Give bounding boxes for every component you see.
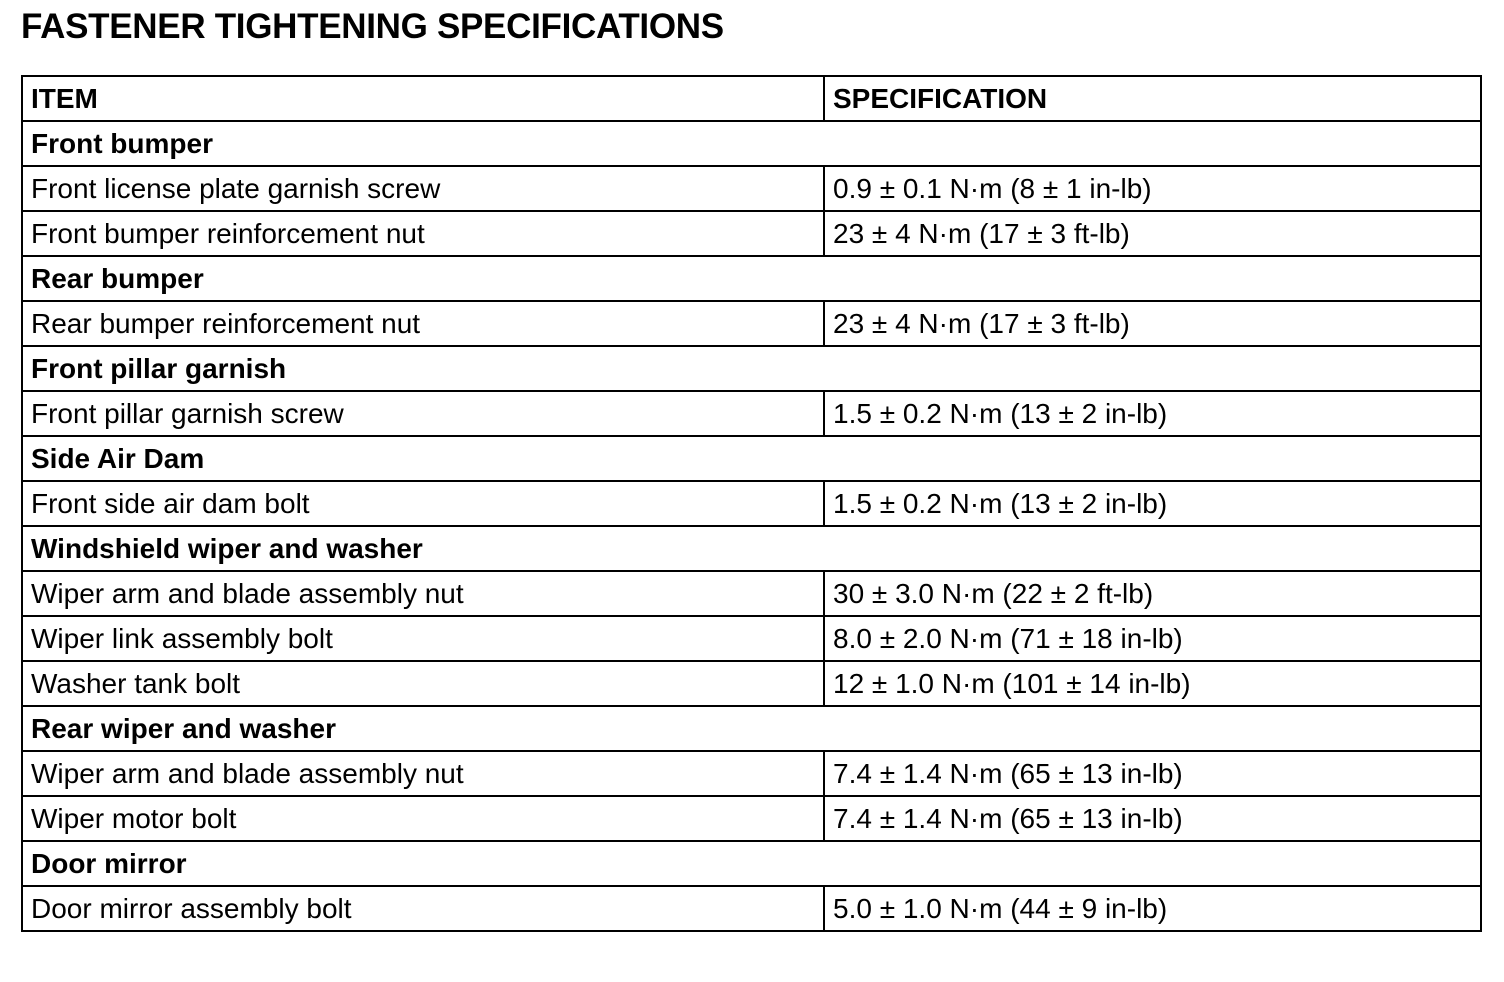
- table-row: [22, 166, 1481, 211]
- section-row: [22, 346, 1481, 391]
- section-row: [22, 256, 1481, 301]
- specification-cell: 12 ± 1.0 N·m (101 ± 14 in-lb): [824, 661, 1481, 706]
- section-heading: Rear wiper and washer: [22, 706, 1481, 751]
- item-cell: Wiper link assembly bolt: [22, 616, 824, 661]
- specification-cell: 8.0 ± 2.0 N·m (71 ± 18 in-lb): [824, 616, 1481, 661]
- table-row: [22, 886, 1481, 931]
- header-row: [22, 76, 1481, 121]
- specification-cell: 30 ± 3.0 N·m (22 ± 2 ft-lb): [824, 571, 1481, 616]
- table-header: [22, 76, 1481, 121]
- page-title: FASTENER TIGHTENING SPECIFICATIONS: [21, 7, 724, 46]
- table-row: [22, 751, 1481, 796]
- specification-cell: 23 ± 4 N·m (17 ± 3 ft-lb): [824, 301, 1481, 346]
- section-row: [22, 526, 1481, 571]
- table-row: [22, 661, 1481, 706]
- section-heading: Windshield wiper and washer: [22, 526, 1481, 571]
- specification-table: [21, 75, 1482, 932]
- table-row: [22, 211, 1481, 256]
- specification-cell: 23 ± 4 N·m (17 ± 3 ft-lb): [824, 211, 1481, 256]
- specification-cell: 0.9 ± 0.1 N·m (8 ± 1 in-lb): [824, 166, 1481, 211]
- item-cell: Washer tank bolt: [22, 661, 824, 706]
- specification-cell: 1.5 ± 0.2 N·m (13 ± 2 in-lb): [824, 391, 1481, 436]
- item-cell: Wiper arm and blade assembly nut: [22, 751, 824, 796]
- item-cell: Wiper arm and blade assembly nut: [22, 571, 824, 616]
- item-cell: Wiper motor bolt: [22, 796, 824, 841]
- specification-cell: 1.5 ± 0.2 N·m (13 ± 2 in-lb): [824, 481, 1481, 526]
- section-heading: Side Air Dam: [22, 436, 1481, 481]
- table-row: [22, 616, 1481, 661]
- table-row: [22, 796, 1481, 841]
- table-row: [22, 301, 1481, 346]
- section-heading: Front pillar garnish: [22, 346, 1481, 391]
- table-row: [22, 391, 1481, 436]
- section-heading: Rear bumper: [22, 256, 1481, 301]
- section-heading: Front bumper: [22, 121, 1481, 166]
- table-body: [22, 121, 1481, 931]
- table-row: [22, 481, 1481, 526]
- section-row: [22, 121, 1481, 166]
- item-cell: Front bumper reinforcement nut: [22, 211, 824, 256]
- specification-cell: 7.4 ± 1.4 N·m (65 ± 13 in-lb): [824, 751, 1481, 796]
- item-cell: Front side air dam bolt: [22, 481, 824, 526]
- item-cell: Front license plate garnish screw: [22, 166, 824, 211]
- section-row: [22, 841, 1481, 886]
- header-specification: SPECIFICATION: [824, 76, 1481, 121]
- section-heading: Door mirror: [22, 841, 1481, 886]
- specification-cell: 5.0 ± 1.0 N·m (44 ± 9 in-lb): [824, 886, 1481, 931]
- table-row: [22, 571, 1481, 616]
- specification-cell: 7.4 ± 1.4 N·m (65 ± 13 in-lb): [824, 796, 1481, 841]
- header-item: ITEM: [22, 76, 824, 121]
- section-row: [22, 706, 1481, 751]
- section-row: [22, 436, 1481, 481]
- item-cell: Front pillar garnish screw: [22, 391, 824, 436]
- item-cell: Door mirror assembly bolt: [22, 886, 824, 931]
- item-cell: Rear bumper reinforcement nut: [22, 301, 824, 346]
